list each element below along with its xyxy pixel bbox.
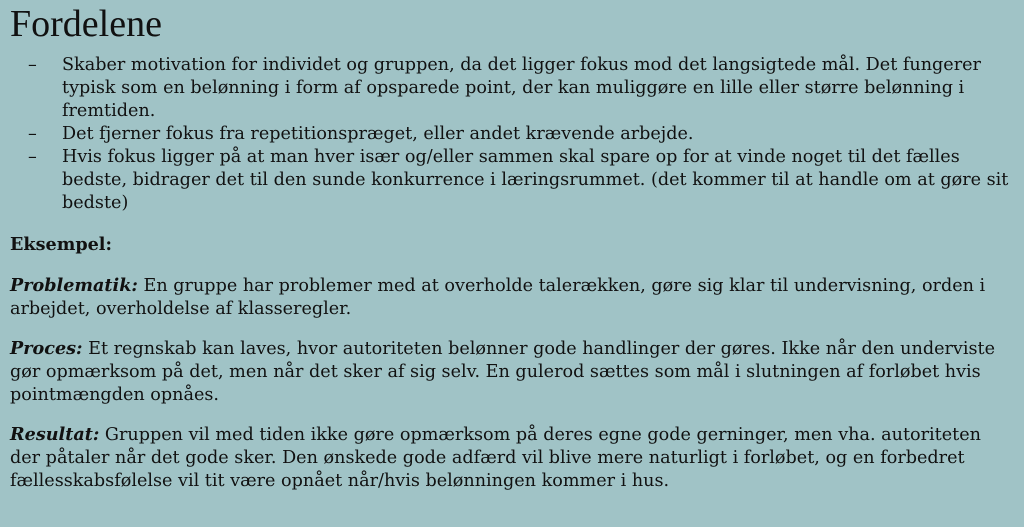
problematik-text: En gruppe har problemer med at overholde talerækken, gøre sig klar til undervisning, orden i arbejdet, overholdelse af klasseregler.: [10, 276, 986, 319]
resultat-text: Gruppen vil med tiden ikke gøre opmærksom på deres egne gode gerninger, men vha. autoriteten der påtaler når det gode sker. Den ønskede gode adfærd vil blive mere naturligt i forløbet, og en forbedret fællesskabsfølelse vil tit være opnået når/hvis belønningen kommer i hus.: [10, 425, 981, 491]
advantage-item: [10, 146, 1012, 215]
dash-marker: –: [28, 147, 37, 167]
proces-paragraph: [10, 337, 1012, 407]
problematik-paragraph: [10, 274, 1012, 321]
advantage-item: [10, 123, 1012, 146]
resultat-label: Resultat:: [10, 424, 100, 445]
advantage-item: [10, 54, 1012, 123]
slide-title: Fordelene: [10, 3, 162, 45]
example-heading: Eksempel:: [10, 234, 112, 255]
advantage-text: Det fjerner fokus fra repetitionspræget, eller andet krævende arbejde.: [62, 124, 694, 144]
advantage-text: Hvis fokus ligger på at man hver især og/eller sammen skal spare op for at vinde noget til det fælles bedste, bidrager det til den sunde konkurrence i læringsrummet. (det kommer til at handle om at gøre sit bedste): [62, 147, 1009, 213]
advantages-list: [10, 54, 1012, 215]
proces-label: Proces:: [10, 338, 83, 359]
proces-text: Et regnskab kan laves, hvor autoriteten belønner gode handlinger der gøres. Ikke når den underviste gør opmærksom på det, men når det sker af sig selv. En gulerod sættes som mål i slutningen af forløbet hvis pointmængden opnåes.: [10, 339, 995, 405]
resultat-paragraph: [10, 423, 1012, 493]
advantage-text: Skaber motivation for individet og gruppen, da det ligger fokus mod det langsigtede mål. Det fungerer typisk som en belønning i form af opsparede point, der kan muliggøre en lille eller større belønning i fremtiden.: [62, 55, 981, 121]
problematik-label: Problematik:: [10, 275, 138, 296]
dash-marker: –: [28, 55, 37, 75]
dash-marker: –: [28, 124, 37, 144]
